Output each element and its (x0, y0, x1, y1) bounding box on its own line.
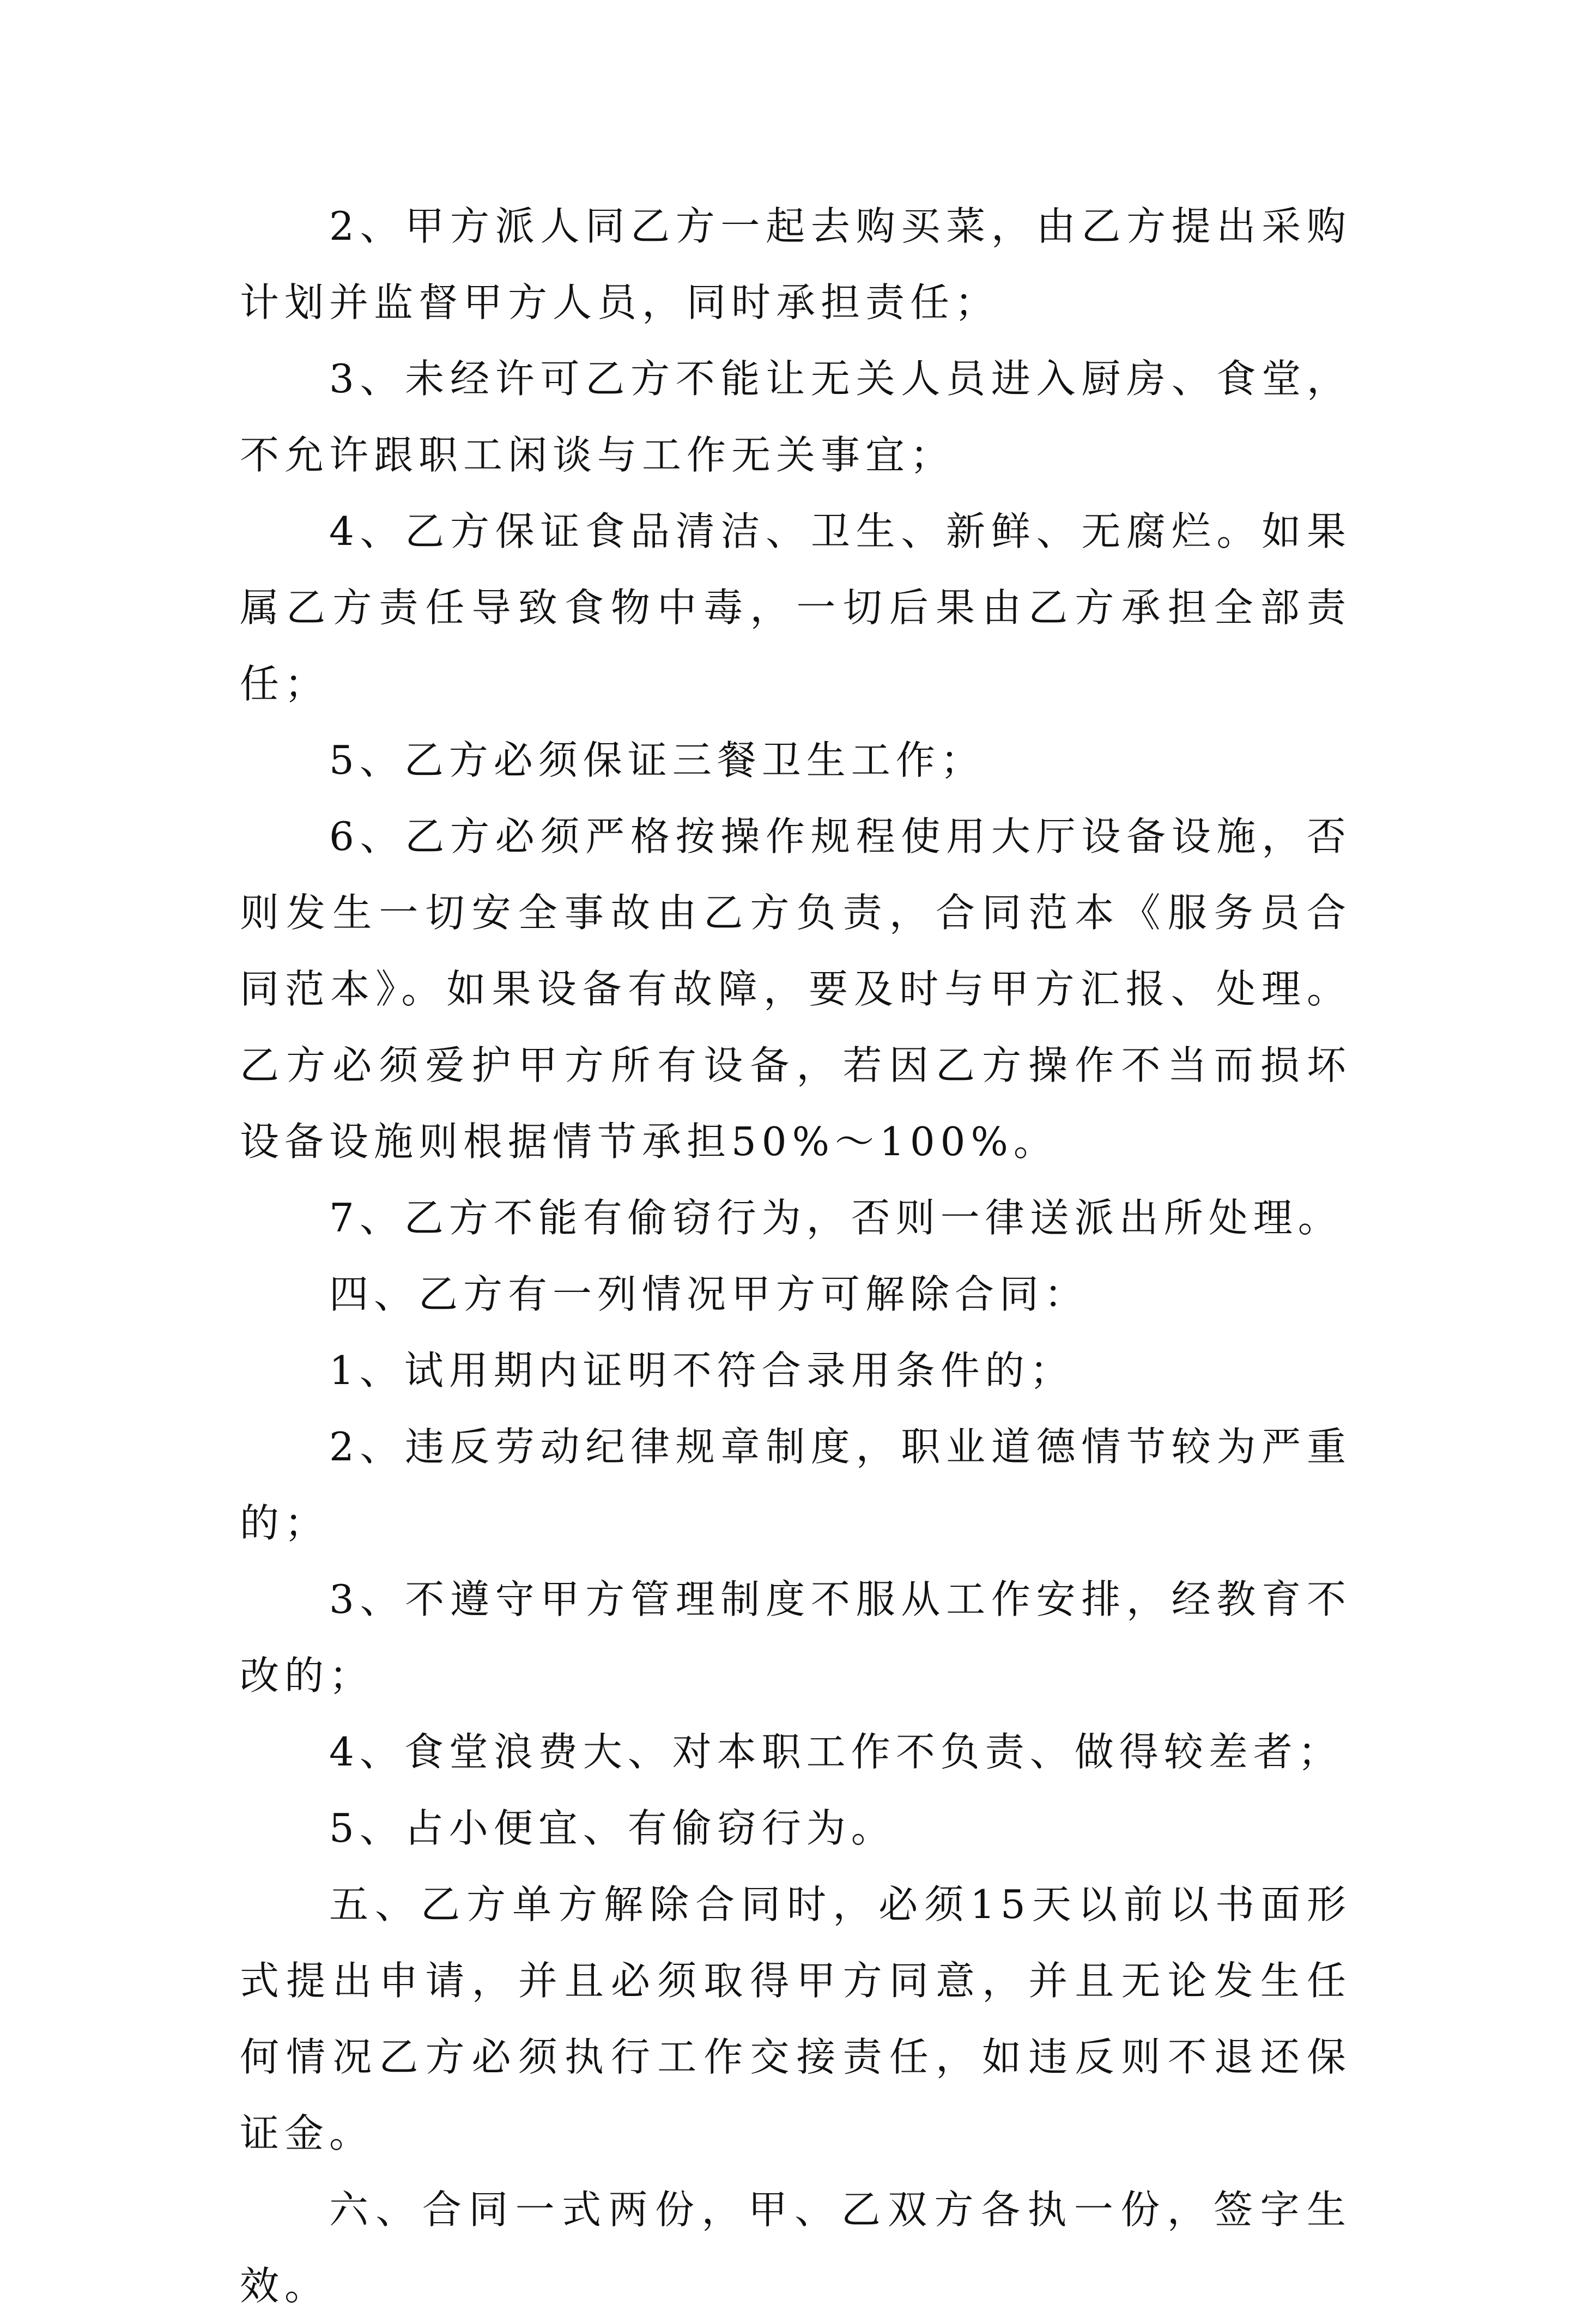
paragraph-6: 7、乙方不能有偷窃行为，否则一律送派出所处理。 (329, 1195, 1343, 1241)
paragraph-4: 5、乙方必须保证三餐卫生工作； (329, 737, 985, 783)
section-heading-4: 四、乙方有一列情况甲方可解除合同： (329, 1271, 1089, 1317)
document-body (240, 188, 1351, 2324)
section-6: 六、合同一式两份，甲、乙双方各执一份，签字生效。 (240, 2187, 1351, 2309)
paragraph-2: 3、未经许可乙方不能让无关人员进入厨房、食堂，不允许跟职工闲谈与工作无关事宜； (240, 356, 1351, 478)
paragraph-1: 2、甲方派人同乙方一起去购买菜，由乙方提出采购计划并监督甲方人员，同时承担责任； (240, 203, 1351, 325)
paragraph-12: 5、占小便宜、有偷窃行为。 (329, 1805, 896, 1851)
paragraph-8: 1、试用期内证明不符合录用条件的； (329, 1348, 1075, 1393)
paragraph-3: 4、乙方保证食品清洁、卫生、新鲜、无腐烂。如果属乙方责任导致食物中毒，一切后果由乙方承担全部责任； (240, 508, 1351, 707)
paragraph-5: 6、乙方必须严格按操作规程使用大厅设备设施，否则发生一切安全事故由乙方负责，合同范本《服务员合同范本》。如果设备有故障，要及时与甲方汇报、处理。乙方必须爱护甲方所有设备，若因乙方操作不当而损坏设备设施则根据情节承担50%～100%。 (240, 814, 1351, 1164)
paragraph-10: 3、不遵守甲方管理制度不服从工作安排，经教育不改的； (240, 1576, 1351, 1698)
paragraph-9: 2、违反劳动纪律规章制度，职业道德情节较为严重的； (240, 1424, 1351, 1546)
paragraph-11: 4、食堂浪费大、对本职工作不负责、做得较差者； (329, 1729, 1343, 1775)
section-5: 五、乙方单方解除合同时，必须15天以前以书面形式提出申请，并且必须取得甲方同意，并且无论发生任何情况乙方必须执行工作交接责任，如违反则不退还保证金。 (240, 1882, 1351, 2156)
